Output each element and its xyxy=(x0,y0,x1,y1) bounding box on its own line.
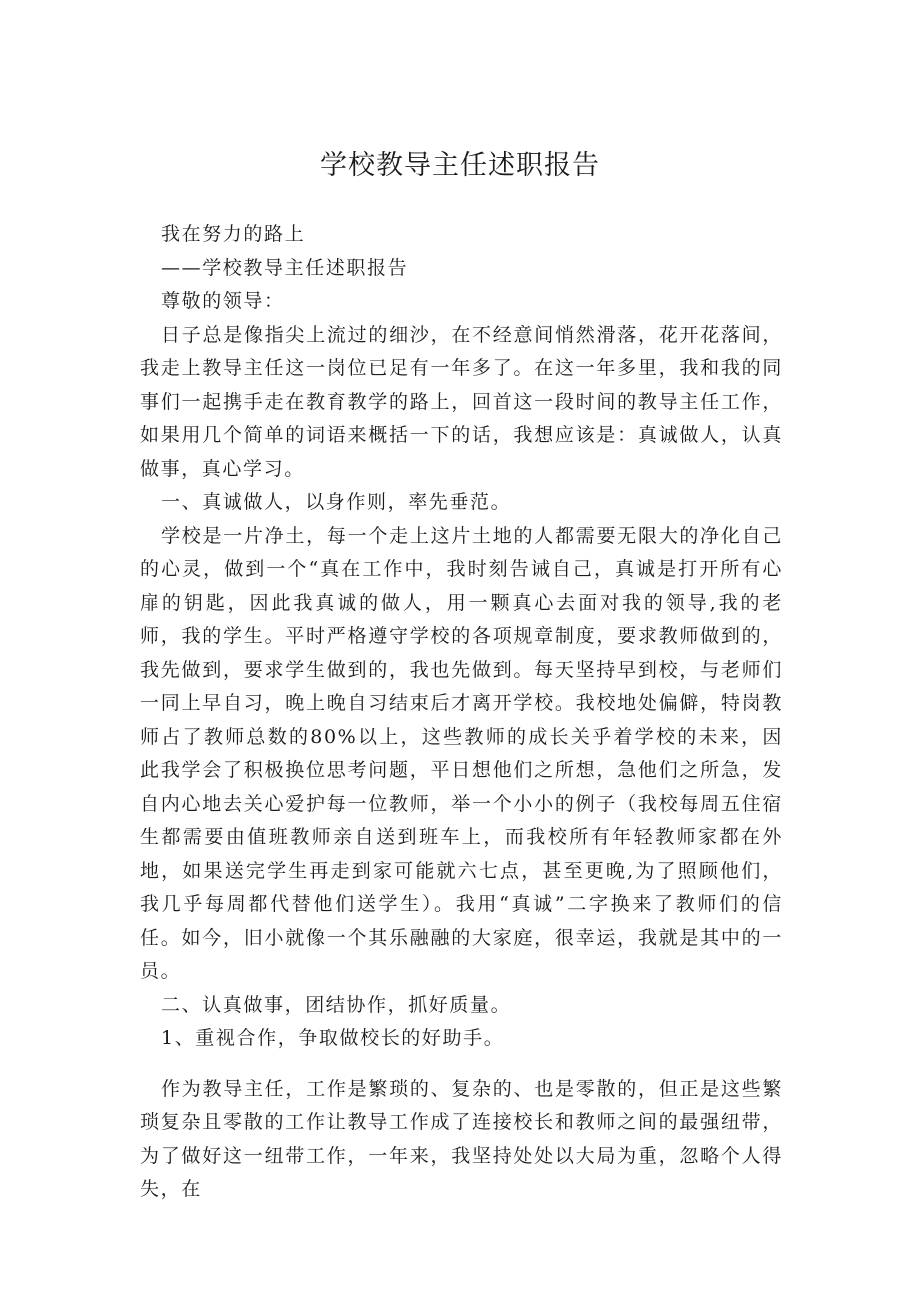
document-body xyxy=(140,218,783,1207)
subtitle-line: 我在努力的路上 xyxy=(161,223,306,245)
paragraph-section-1: 学校是一片净土，每一个走上这片土地的人都需要无限大的净化自己的心灵，做到一个“真在工作中，我时刻告诫自己，真诚是打开所有心扉的钥匙，因此我真诚的做人，用一颗真心去面对我的领导,我的老师，我的学生。平时严格遵守学校的各项规章制度，要求教师做到的，我先做到，要求学生做到的，我也先做到。每天坚持早到校，与老师们一同上早自习，晚上晚自习结束后才离开学校。我校地处偏僻，特岗教师占了教师总数的80%以上，这些教师的成长关乎着学校的未来，因此我学会了积极换位思考问题，平日想他们之所想，急他们之所急，发自内心地去关心爱护每一位教师，举一个小小的例子（我校每周五住宿生都需要由值班教师亲自送到班车上，而我校所有年轻教师家都在外地，如果送完学生再走到家可能就六七点，甚至更晚,为了照顾他们，我几乎每周都代替他们送学生）。我用“真诚”二字换来了教师们的信任。如今，旧小就像一个其乐融融的大家庭，很幸运，我就是其中的一员。 xyxy=(140,524,783,982)
paragraph-subsection-1: 作为教导主任，工作是繁琐的、复杂的、也是零散的，但正是这些繁琐复杂且零散的工作让教导工作成了连接校长和教师之间的最强纽带，为了做好这一纽带工作，一年来，我坚持处处以大局为重，忽略个人得失，在 xyxy=(140,1077,783,1200)
paragraph-intro: 日子总是像指尖上流过的细沙，在不经意间悄然滑落，花开花落间，我走上教导主任这一岗位已足有一年多了。在这一年多里，我和我的同事们一起携手走在教育教学的路上，回首这一段时间的教导主任工作，如果用几个简单的词语来概括一下的话，我想应该是：真诚做人，认真做事，真心学习。 xyxy=(140,323,783,480)
section-heading-1: 一、真诚做人，以身作则，率先垂范。 xyxy=(161,491,512,513)
subtitle-dash-line: ——学校教导主任述职报告 xyxy=(161,256,409,279)
document-title: 学校教导主任述职报告 xyxy=(320,150,600,181)
section-heading-2: 二、认真做事，团结协作，抓好质量。 xyxy=(161,993,512,1016)
salutation: 尊敬的领导： xyxy=(161,290,285,312)
subsection-heading-1: 1、重视合作，争取做校长的好助手。 xyxy=(161,1027,505,1049)
